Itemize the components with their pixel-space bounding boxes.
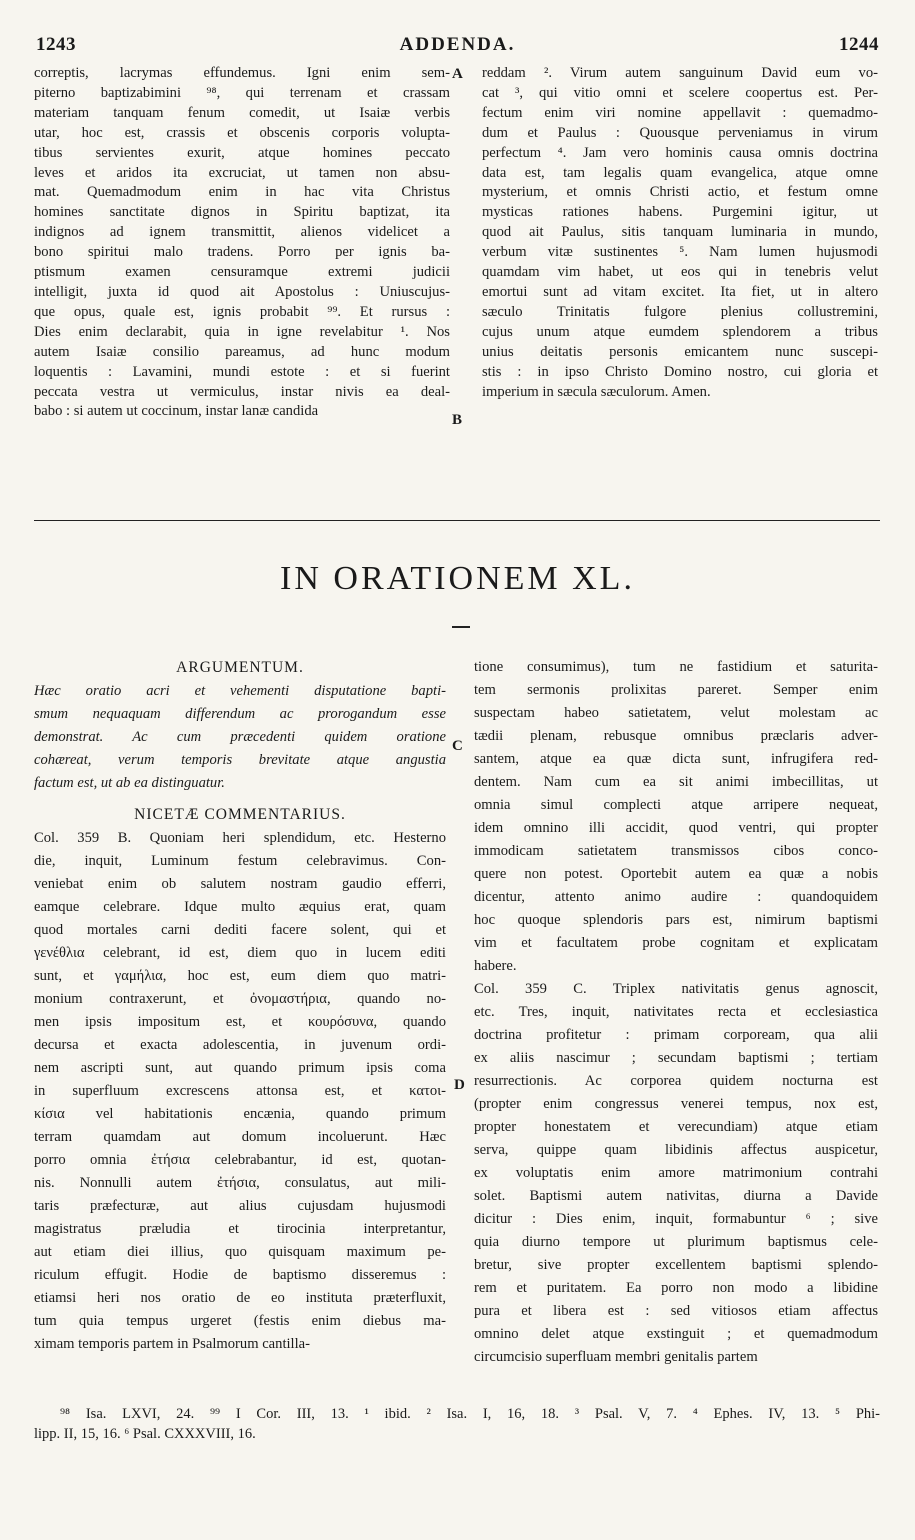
text-line: homines sanctitate dignos in Spiritu baptizat, ita: [34, 204, 450, 221]
text-line: reddam ². Virum autem sanguinum David eum vo-: [482, 65, 878, 81]
text-line: aut etiam diei illius, quo quisquam maximum pe-: [34, 1244, 446, 1260]
text-line: in superfluum excrescens attonsa est, et κατοι-: [34, 1083, 446, 1099]
text-line: dentem. Nam cum ea sit animi imbecillitas, ut: [474, 774, 878, 790]
text-line: (propter enim congressus venerei tempus, nox est,: [474, 1096, 878, 1112]
text-line: bretur, sive propter excellentem baptismi splendo-: [474, 1257, 878, 1273]
text-line: habere.: [474, 958, 517, 974]
text-line: perfectum ⁴. Jam vero hominis causa omnis doctrina: [482, 144, 878, 161]
argumentum-text: [34, 680, 446, 795]
text-line: leves et aridos ita excruciat, ut tamen non absu-: [34, 164, 450, 181]
section-divider: [34, 520, 880, 521]
text-line: suspectam habeo satietatem, velut molestam ac: [474, 705, 878, 721]
text-line: mysterium, et omnis Christi actio, et festum omne: [482, 184, 878, 201]
text-line: circumcisio superfluam membri genitalis partem: [474, 1349, 758, 1365]
text-line: eamque celebrare. Idque multo æquius erat, quam: [34, 899, 446, 915]
text-line: data est, tam legalis quam evangelica, atque omne: [482, 164, 878, 181]
page-number-left: 1243: [36, 34, 76, 55]
text-line: intelligit, juxta id quod ait Apostolus : Uniuscujus-: [34, 283, 450, 300]
text-line: Col. 359 B. Quoniam heri splendidum, etc. Hesterno: [34, 830, 446, 846]
text-line: solet. Baptismi autem nativitas, diurna a Davide: [474, 1188, 878, 1204]
text-line: etiamsi heri nos oratio de eo instituta præterfluxit,: [34, 1290, 446, 1306]
bottom-right-column: [474, 656, 878, 1369]
text-line: doctrina profitetur : primam corpoream, qua alii: [474, 1027, 878, 1043]
text-line: utar, hoc est, crassis et obscenis corporis volupta-: [34, 124, 450, 141]
text-line: mat. Quemadmodum enim in hac vita Christus: [34, 184, 450, 201]
text-line: hoc quoque splendoris pars est, nimirum baptismi: [474, 912, 878, 928]
text-line: nis. Nonnulli autem ἐτήσια, consulatus, aut mili-: [34, 1175, 446, 1191]
text-line: serva, quippe quam libidinis affectus auspicetur,: [474, 1142, 878, 1158]
text-line: stis : in ipso Christo Domino nostro, cui gloria et: [482, 363, 878, 380]
text-line: omnia simul complecti atque arripere nequeat,: [474, 797, 878, 813]
bottom-left-column: [34, 656, 446, 1356]
text-line: magistratus præludia et tirocinia interpretantur,: [34, 1221, 446, 1237]
text-line: indignos ad ignem transmittit, alienos videlicet a: [34, 224, 450, 241]
text-line: men ipsis impositum est, et κουρόσυνα, quando: [34, 1014, 446, 1030]
text-line: Dies enim declarabit, quia in igne revelabitur ¹. Nos: [34, 323, 450, 340]
text-line: sunt, et γαμήλια, hoc est, eum diem quo matri-: [34, 968, 446, 984]
argumentum-heading: ARGUMENTUM.: [176, 659, 304, 676]
top-right-column: [482, 64, 878, 402]
text-line: nem ascripti sunt, aut quando primum ipsis coma: [34, 1060, 446, 1076]
text-line: peccata vestra ut vermiculus, instar nivis ea deal-: [34, 383, 450, 400]
text-line: demonstrat. Ac cum præcedenti quidem oratione: [34, 729, 446, 745]
text-line: materiam tanquam fenum comedit, ut Isaiæ verbis: [34, 104, 450, 121]
running-title: ADDENDA.: [399, 34, 516, 55]
text-line: tibus servientes exurit, atque homines peccato: [34, 144, 450, 161]
text-line: decursa et exacta adolescentia, in juvenum ordi-: [34, 1037, 446, 1053]
text-line: mysticas rationes habens. Purgemini igitur, ut: [482, 204, 878, 221]
text-line: quod mortales carni dediti facere solent, qui et: [34, 922, 446, 938]
text-line: quamdam vim habet, ut eos qui in tenebris velut: [482, 264, 878, 281]
text-line: omnino delet atque exstinguit ; et quemadmodum: [474, 1326, 878, 1342]
text-line: que opus, quale est, ignis probabit ⁹⁹. Et rursus :: [34, 303, 450, 320]
text-line: monium contraxerunt, et ὀνομαστήρια, quando no-: [34, 991, 446, 1007]
margin-marker-c: C: [452, 738, 463, 754]
section-title: IN ORATIONEM XL.: [280, 560, 635, 597]
text-line: dicentur, attento animo audire : quandoquidem: [474, 889, 878, 905]
text-line: tione consumimus), tum ne fastidium et saturita-: [474, 659, 878, 675]
text-line: veniebat enim ob salutem nostram gaudio efferri,: [34, 876, 446, 892]
text-line: taris præfecturæ, aut alius cujusdam hujusmodi: [34, 1198, 446, 1214]
text-line: fectum enim viri nomine appellavit : quemadmo-: [482, 104, 878, 121]
text-line: cohæreat, verum temporis brevitate atque angustia: [34, 752, 446, 768]
text-line: piterno baptizabimini ⁹⁸, qui terrenam et crassam: [34, 84, 450, 101]
text-line: riculum effugit. Hodie de baptismo disseremus :: [34, 1267, 446, 1283]
text-line: propter honestatem et verecundiam) atque etiam: [474, 1119, 878, 1135]
text-line: resurrectionis. Ac corporea quidem nocturna est: [474, 1073, 878, 1089]
text-line: smum nequaquam differendum ac prorogandum esse: [34, 706, 446, 722]
text-line: etc. Tres, inquit, nativitates recta et ecclesiastica: [474, 1004, 878, 1020]
text-line: die, inquit, Luminum festum celebravimus. Con-: [34, 853, 446, 869]
commentarius-text: [34, 827, 446, 1356]
text-line: bono spiritui malo tradens. Porro per ignis ba-: [34, 244, 450, 261]
text-line: ex aliis nascimur ; secundam baptismi ; tertiam: [474, 1050, 878, 1066]
text-line: autem Isaiæ consilio pareamus, ad hunc modum: [34, 343, 450, 360]
text-line: loquentis : Lavamini, mundi estote : et si fuerint: [34, 363, 450, 380]
text-line: terram quamdam aut domum incoluerunt. Hæc: [34, 1129, 446, 1145]
text-line: verbum vitæ sustinentes ⁵. Nam lumen hujusmodi: [482, 244, 878, 261]
text-line: santem, atque ea quæ dicta sunt, infrugifera red-: [474, 751, 878, 767]
text-line: emortui sunt ad vitam excitet. Ita fiet, ut in altero: [482, 283, 878, 300]
text-line: rem et puritatem. Ea porro non modo a libidine: [474, 1280, 878, 1296]
text-line: quod ait Paulus, sitis tanquam luminaria in mundo,: [482, 224, 878, 241]
text-line: unius deitatis personis emicantem nunc suscepi-: [482, 343, 878, 360]
text-line: tædii plenam, rebusque omnibus præclaris adver-: [474, 728, 878, 744]
commentarius-heading: NICETÆ COMMENTARIUS.: [134, 806, 346, 823]
running-header: [36, 34, 879, 60]
text-line: tum quia tempus urgeret (festis enim diebus ma-: [34, 1313, 446, 1329]
text-line: cujus unum atque eumdem splendorem a tribus: [482, 323, 878, 340]
text-line: κίσια vel habitationis encænia, quando primum: [34, 1106, 446, 1122]
text-line: imperium in sæcula sæculorum. Amen.: [482, 383, 711, 400]
text-line: porro omnia ἐτήσια celebrabantur, id est, quotan-: [34, 1152, 446, 1168]
text-line: quere non potest. Oportebit autem ea quæ a nobis: [474, 866, 878, 882]
text-line: Col. 359 C. Triplex nativitatis genus agnoscit,: [474, 981, 878, 997]
top-left-column: [34, 64, 450, 422]
margin-marker-b: B: [452, 412, 463, 428]
text-line: Hæc oratio acri et vehementi disputatione bapti-: [34, 683, 446, 699]
text-line: idem omnino illi accidit, quod ventri, qui propter: [474, 820, 878, 836]
text-line: immodicam satietatem transmissos cibos conco-: [474, 843, 878, 859]
margin-marker-d: D: [454, 1077, 465, 1093]
text-line: ex voluptatis enim amore matrimonium contrahi: [474, 1165, 878, 1181]
text-line: factum est, ut ab ea distinguatur.: [34, 775, 225, 791]
text-line: cat ³, qui vitio omni et scelere coopertus est. Per-: [482, 84, 878, 101]
footnotes: [34, 1404, 880, 1444]
text-line: pura et libera est : sed vitiosos etiam affectus: [474, 1303, 878, 1319]
text-line: ximam temporis partem in Psalmorum cantilla-: [34, 1336, 311, 1352]
text-line: babo : si autem ut coccinum, instar lanæ candida: [34, 403, 319, 420]
text-line: ptismum examen censuramque extremi judicii: [34, 264, 450, 281]
text-line: correptis, lacrymas effundemus. Igni enim sem-: [34, 65, 450, 81]
footnote-line: ⁹⁸ Isa. LXVI, 24. ⁹⁹ I Cor. III, 13. ¹ ibid. ² Isa. I, 16, 18. ³ Psal. V, 7. ⁴ Ephes. IV, 13. ⁵ Phi-: [60, 1406, 880, 1422]
text-line: dum et Paulus : Quousque perveniamus in virum: [482, 124, 878, 141]
page-number-right: 1244: [839, 34, 879, 55]
text-line: dicitur : Dies enim, inquit, formabuntur ⁶ ; sive: [474, 1211, 878, 1227]
text-line: γενέθλια celebrant, id est, diem quo in lucem editi: [34, 945, 446, 961]
text-line: sæculo Trinitatis fulgore plenius collustremini,: [482, 303, 878, 320]
margin-marker-a: A: [452, 66, 463, 82]
footnote-line: lipp. II, 15, 16. ⁶ Psal. CXXXVIII, 16.: [34, 1426, 256, 1442]
text-line: vim et facultatem probe cognitam et explicatam: [474, 935, 878, 951]
title-dash: [452, 626, 470, 628]
text-line: tem sermonis prolixitas pareret. Semper enim: [474, 682, 878, 698]
text-line: quia diurno tempore ut plurimum baptismus cele-: [474, 1234, 878, 1250]
